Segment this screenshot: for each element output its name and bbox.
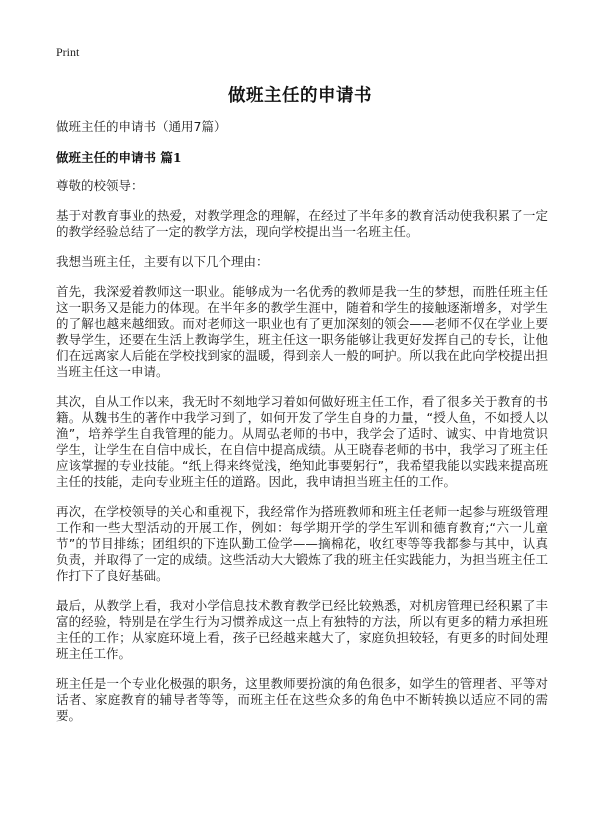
- document-body: [56, 119, 548, 724]
- paragraph-closing: 班主任是一个专业化极强的职务，这里教师要扮演的角色很多，如学生的管理者、平等对话者、家庭教育的辅导者等等，而班主任在这些众多的角色中不断转换以适应不同的需要。: [56, 676, 548, 723]
- paragraph-fourth-reason: 最后，从教学上看，我对小学信息技术教育教学已经比较熟悉，对机房管理已经积累了丰富的经验，特别是在学生行为习惯养成这一点上有独特的方法，所以有更多的精力承担班主任的工作；从家庭环境上看，孩子已经越来越大了，家庭负担较轻，有更多的时间处理班主任工作。: [56, 598, 548, 661]
- document-subtitle: 做班主任的申请书（通用7篇）: [56, 119, 227, 134]
- paragraph-third-reason: 再次，在学校领导的关心和重视下，我经常作为搭班教师和班主任老师一起参与班级管理工作和一些大型活动的开展工作，例如：每学期开学的学生军训和德育教育;“六一儿童节”的节目排练；团组织的下连队勤工俭学——摘棉花，收红枣等等我都参与其中，认真负责，并取得了一定的成绩。这些活动大大锻炼了我的班主任实践能力，为担当班主任工作打下了良好基础。: [56, 504, 548, 583]
- salutation: 尊敬的校领导：: [56, 178, 144, 193]
- paragraph-intro: 基于对教育事业的热爱，对教学理念的理解，在经过了半年多的教育活动使我积累了一定的教学经验总结了一定的教学方法，现向学校提出当一名班主任。: [56, 208, 548, 239]
- print-link[interactable]: Print: [56, 45, 80, 59]
- section-heading: 做班主任的申请书 篇1: [56, 150, 182, 165]
- paragraph-first-reason: 首先，我深爱着教师这一职业。能够成为一名优秀的教师是我一生的梦想，而胜任班主任这一职务又是能力的体现。在半年多的教学生涯中，随着和学生的接触逐渐增多，对学生的了解也越来越细致。而对老师这一职业也有了更加深刻的领会——老师不仅在学业上要教导学生，还要在生活上教诲学生，班主任这一职务能够让我更好发挥自己的专长，让他们在远离家人后能在学校找到家的温暖，得到亲人一般的呵护。所以我在此向学校提出担当班主任这一申请。: [56, 284, 548, 379]
- paragraph-reasons-lead: 我想当班主任，主要有以下几个理由：: [56, 254, 269, 269]
- document-title: 做班主任的申请书: [228, 86, 372, 106]
- paragraph-second-reason: 其次，自从工作以来，我无时不刻地学习着如何做好班主任工作，看了很多关于教育的书籍。从魏书生的著作中我学习到了，如何开发了学生自身的力量，“授人鱼，不如授人以渔”，培养学生自我管理的能力。从周弘老师的书中，我学会了适时、诚实、中肯地赏识学生，让学生在自信中成长，在自信中提高成绩。从王晓春老师的书中，我学习了班主任应该掌握的专业技能。“纸上得来终觉浅，绝知此事要躬行”，我希望我能以实践来提高班主任的技能，走向专业班主任的道路。因此，我申请担当班主任的工作。: [56, 394, 548, 489]
